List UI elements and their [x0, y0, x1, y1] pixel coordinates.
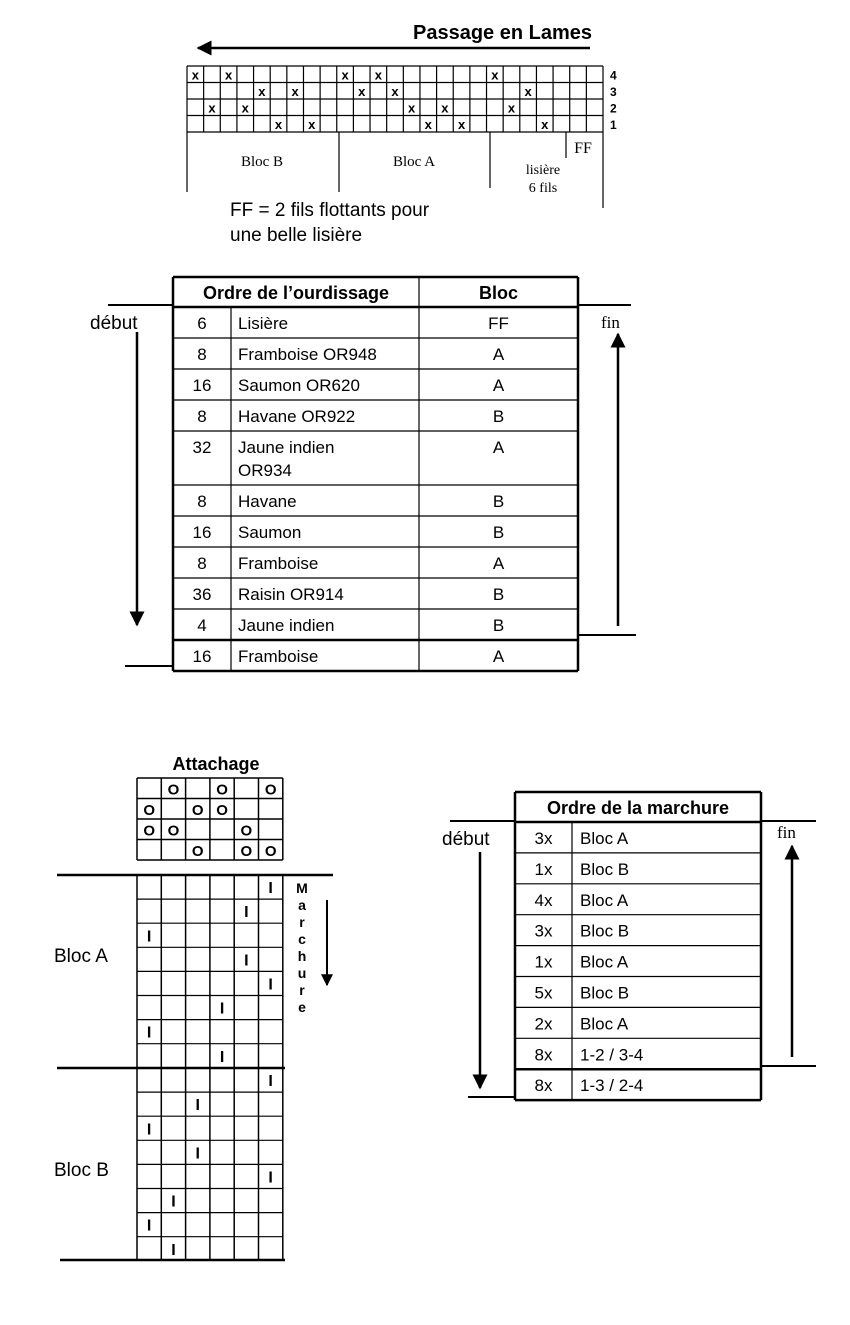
marchure-count: 2x [534, 1014, 553, 1034]
treadling-mark-bloc-b: I [171, 1193, 176, 1211]
threading-mark: x [457, 116, 466, 132]
tieup-grid [137, 778, 283, 860]
treadling-mark-bloc-a: I [268, 976, 273, 994]
warping-count: 32 [192, 438, 212, 457]
threading-mark: x [224, 67, 233, 83]
warping-yarn: Havane OR922 [238, 407, 356, 426]
warping-count: 8 [197, 407, 207, 426]
marchure-count: 8x [534, 1045, 553, 1065]
lisiere-count-label: 6 fils [528, 181, 558, 196]
treadling-mark-bloc-b: I [268, 1073, 273, 1091]
marchure-table [515, 792, 761, 1100]
treadling-mark-bloc-a: I [219, 1048, 225, 1066]
marchure-header: Ordre de la marchure [546, 798, 730, 818]
threading-mark: x [358, 83, 366, 99]
warping-yarn: Saumon [238, 523, 302, 542]
threading-mark: x [191, 67, 199, 83]
warping-bloc: B [492, 585, 505, 604]
tieup-mark: O [240, 822, 253, 840]
marchure-start-label: début [442, 829, 490, 850]
warping-yarn: Saumon OR620 [238, 376, 360, 395]
tieup-mark: O [216, 781, 228, 799]
warping-count: 16 [192, 523, 212, 542]
threading-mark: x [291, 83, 299, 99]
warping-bloc: B [492, 616, 505, 635]
tieup-title: Attachage [172, 754, 260, 774]
warping-bloc: A [492, 554, 505, 573]
treadling-mark-bloc-a: I [244, 952, 249, 970]
warping-count: 6 [197, 314, 207, 333]
tieup-section [54, 754, 333, 1261]
treadling-mark-bloc-a: I [268, 880, 273, 898]
warping-yarn: Jaune indien [238, 438, 335, 457]
marchure-count: 5x [534, 983, 553, 1003]
treadling-mark-bloc-b: I [146, 1121, 152, 1139]
marchure-step: Bloc B [580, 921, 630, 941]
warping-bloc: A [492, 647, 505, 666]
shaft-number: 2 [610, 101, 617, 116]
tieup-mark: O [264, 842, 277, 860]
threading-mark: x [308, 116, 316, 132]
warping-yarn: Framboise [238, 554, 319, 573]
marchure-step: 1-3 / 2-4 [580, 1076, 644, 1096]
treadling-mark-bloc-a: I [219, 1000, 225, 1018]
warping-section [90, 277, 636, 671]
marchure-count: 1x [534, 952, 553, 972]
marchure-count: 4x [534, 890, 553, 910]
marchure-vertical-letter: h [297, 948, 307, 964]
threading-mark: x [241, 100, 249, 116]
treadling-mark-bloc-b: I [268, 1169, 273, 1187]
threading-mark: x [391, 83, 399, 99]
threading-mark: x [424, 116, 432, 132]
treadling-mark-bloc-a: I [244, 904, 249, 922]
marchure-vertical-letter: r [299, 914, 305, 930]
marchure-step: 1-2 / 3-4 [580, 1045, 644, 1065]
warping-bloc: A [492, 438, 505, 457]
warping-yarn: Lisière [238, 314, 289, 333]
warping-bloc: A [492, 345, 505, 364]
marchure-vertical-letter: M [296, 880, 308, 896]
tieup-mark: O [143, 822, 155, 840]
marchure-step: Bloc B [580, 983, 630, 1003]
treadling-bloc-a-label: Bloc A [54, 946, 108, 967]
warping-yarn: Havane [238, 492, 297, 511]
threading-mark: x [541, 116, 549, 132]
threading-mark: x [491, 67, 499, 83]
warping-table [173, 277, 578, 671]
marchure-vertical-letter: r [299, 982, 305, 998]
threading-mark: x [524, 83, 532, 99]
ff-note-line-2: une belle lisière [230, 225, 363, 246]
warping-count: 8 [197, 554, 207, 573]
warping-yarn: Framboise OR948 [238, 345, 377, 364]
marchure-count: 3x [534, 829, 553, 848]
treadling-mark-bloc-a: I [146, 928, 152, 946]
threading-mark: x [258, 83, 266, 99]
marchure-step: Bloc A [580, 890, 629, 910]
warping-count: 36 [192, 585, 212, 604]
threading-mark: x [507, 100, 516, 116]
warping-bloc: B [492, 523, 505, 542]
tieup-mark: O [216, 801, 228, 819]
treadling-bloc-b-label: Bloc B [54, 1160, 109, 1181]
threading-title: Passage en Lames [413, 22, 592, 44]
threading-mark: x [374, 67, 382, 83]
marchure-step: Bloc B [580, 859, 630, 879]
lisiere-label: lisière [525, 163, 561, 178]
marchure-end-label: fin [777, 823, 796, 842]
warping-count: 4 [197, 616, 207, 635]
warping-bloc: FF [488, 314, 509, 333]
treadling-mark-bloc-b: I [195, 1145, 200, 1163]
warping-count: 8 [197, 492, 207, 511]
threading-section [187, 22, 617, 246]
treadling-mark-bloc-a: I [146, 1024, 152, 1042]
ff-note-line-1: FF = 2 fils flottants pour [230, 200, 430, 221]
marchure-step: Bloc A [580, 1014, 629, 1034]
treadling-mark-bloc-b: I [171, 1241, 176, 1259]
warping-header-order: Ordre de l’ourdissage [202, 283, 390, 303]
warping-yarn: Raisin OR914 [238, 585, 344, 604]
shaft-number: 4 [610, 68, 617, 83]
marchure-count: 8x [534, 1076, 553, 1096]
marchure-vertical-letter: a [298, 897, 306, 913]
marchure-vertical-label [296, 880, 308, 1015]
threading-mark: x [408, 100, 416, 116]
warping-bloc: B [492, 407, 505, 426]
tieup-mark: O [167, 822, 180, 840]
treadling-mark-bloc-b: I [146, 1217, 152, 1235]
warping-header-bloc: Bloc [478, 283, 519, 303]
warping-count: 16 [192, 647, 212, 666]
warping-end-label: fin [601, 313, 620, 332]
marchure-vertical-letter: e [298, 999, 306, 1015]
tieup-mark: O [143, 801, 155, 819]
warping-count: 16 [192, 376, 212, 395]
treadling-mark-bloc-b: I [195, 1097, 200, 1115]
tieup-mark: O [191, 842, 204, 860]
marchure-step: Bloc A [580, 829, 629, 848]
shaft-numbers [610, 68, 617, 132]
marchure-vertical-letter: c [298, 931, 306, 947]
tieup-mark: O [264, 781, 277, 799]
marchure-step: Bloc A [580, 952, 629, 972]
warping-bloc: A [492, 376, 505, 395]
shaft-number: 3 [610, 84, 617, 99]
tieup-mark: O [240, 842, 253, 860]
threading-mark: x [274, 116, 283, 132]
tieup-mark: O [167, 781, 180, 799]
warping-yarn: Jaune indien [238, 616, 335, 635]
shaft-number: 1 [610, 117, 617, 132]
marchure-count: 3x [534, 921, 553, 941]
threading-mark: x [341, 67, 349, 83]
warping-start-label: début [90, 313, 138, 334]
ff-label: FF [574, 140, 592, 157]
warping-bloc: B [492, 492, 505, 511]
marchure-section [442, 792, 816, 1100]
marchure-count: 1x [534, 859, 553, 879]
threading-mark: x [208, 100, 216, 116]
warping-yarn-ref: OR934 [238, 461, 292, 480]
tieup-mark: O [191, 801, 204, 819]
threading-mark: x [441, 100, 449, 116]
marchure-vertical-letter: u [297, 965, 307, 981]
bloc-a-label: Bloc A [392, 154, 436, 170]
threading-grid [187, 66, 603, 132]
warping-count: 8 [197, 345, 207, 364]
warping-yarn: Framboise [238, 647, 319, 666]
bloc-b-label: Bloc B [240, 154, 284, 170]
